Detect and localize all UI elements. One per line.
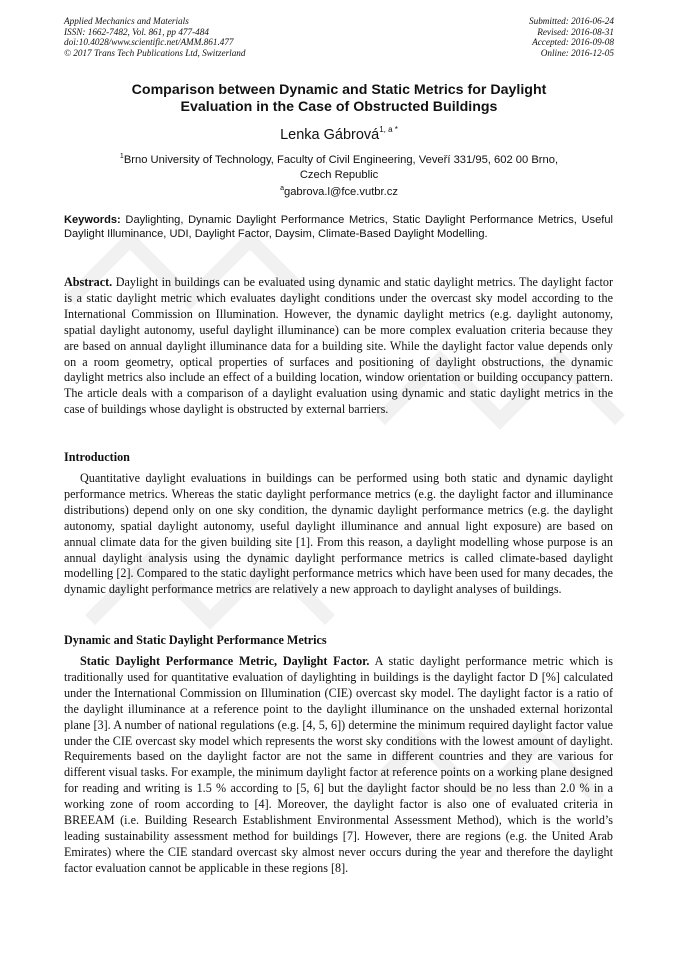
author-marks: 1, a * (379, 125, 398, 134)
journal-info (64, 16, 245, 58)
author-email (64, 182, 614, 199)
subsection-heading: Static Daylight Performance Metric, Daylight Factor. (80, 654, 370, 668)
section-paragraph-text: A static daylight performance metric which is traditionally used for quantitative evaluation of daylighting in buildings is the daylight factor D [%] calculated under the International Commission on Illumination (CIE) overcast sky model. The daylight factor is a ratio of the daylight illuminance at a reference point to the daylight illuminance on the unshaded external horizontal plane [3]. A number of national regulations (e.g. [4, 5, 6]) determine the minimum required daylight factor value under the CIE overcast sky model which represents the worst sky conditions with the lowest amount of daylight. Requirements based on the daylight factor are not the same in different countries and they are various for different visual tasks. For example, the minimum daylight factor at reference points on a working plane designed for reading and writing is 1.5 % according to [5, 6] but the daylight factor should be no less than 2.0 % in a working zone of room according to [4]. Moreover, the daylight factor is also one of evaluated criteria in BREEAM (i.e. Building Research Establishment Environmental Assessment Method), which is the world’s leading sustainability assessment method for buildings [7]. However, there are regions (e.g. the United Arab Emirates) where the CIE standard overcast sky almost never occurs during the year and therefore the daylight factor evaluation cannot be applicable in these regions [8]. (64, 654, 613, 875)
affiliation-line-2: Czech Republic (299, 169, 379, 181)
abstract-text: Daylight in buildings can be evaluated using dynamic and static daylight metrics. The daylight factor is a static daylight metric which evaluates daylight conditions under the overcast sky model according to the International Commission on Illumination. However, the dynamic daylight metrics (e.g. daylight autonomy, spatial daylight autonomy, useful daylight illuminance) can be more complex evaluation criteria because they are based on annual daylight illuminance data for a building site. While the daylight factor value depends only on a room geometry, optical properties of surfaces and positioning of daylight obstructions, the dynamic daylight metrics also include an effect of a building location, window orientation or building occupancy pattern. The article deals with a comparison of a daylight evaluation using dynamic and static daylight metrics in the case of buildings whose daylight is obstructed by external barriers. (64, 275, 613, 417)
keywords (64, 213, 613, 242)
affiliation-line-1: Brno University of Technology, Faculty of Civil Engineering, Veveří 331/95, 602 00 Brno, (123, 154, 559, 166)
introduction-heading: Introduction (64, 450, 130, 464)
copyright: © 2017 Trans Tech Publications Ltd, Switzerland (64, 47, 246, 58)
affiliation-mark: 1 (119, 153, 124, 160)
author (64, 121, 614, 144)
abstract-label: Abstract. (64, 275, 113, 289)
doi: doi:10.4028/www.scientific.net/AMM.861.477 (64, 37, 234, 48)
section-paragraph (64, 654, 613, 877)
online-date: Online: 2016-12-05 (540, 47, 614, 58)
author-name: Lenka Gábrová (280, 127, 380, 143)
title-line-2: Evaluation in the Case of Obstructed Buildings (180, 99, 498, 115)
abstract (64, 275, 613, 418)
journal-header (64, 16, 614, 58)
section-heading: Dynamic and Static Daylight Performance Metrics (64, 633, 327, 647)
journal-name: Applied Mechanics and Materials (64, 16, 189, 26)
introduction-paragraph: Quantitative daylight evaluations in buildings can be performed using both static and dynamic daylight performance metrics. Whereas the static daylight performance metrics (e.g. the daylight factor and illuminance distributions) depend only on one sky condition, the dynamic daylight performance metrics (e.g. the daylight autonomy, spatial daylight autonomy, useful daylight illuminance and annual light exposure) are based on annual climate data for the given building site [1]. From this reason, a daylight modelling whose purpose is an annual daylight analysis using the dynamic daylight performance metrics is called climate-based daylight modelling [2]. Compared to the static daylight performance metrics which have been used for many decades, the dynamic daylight performance metrics are relatively a new approach to daylight analyses of buildings. (64, 471, 613, 597)
title-line-1: Comparison between Dynamic and Static Metrics for Daylight (131, 82, 547, 98)
affiliation (80, 149, 598, 183)
email-mark: a (280, 185, 284, 192)
issn-volume: ISSN: 1662-7482, Vol. 861, pp 477-484 (64, 26, 209, 37)
submitted-date: Submitted: 2016-06-24 (529, 16, 614, 26)
paper-title (64, 82, 614, 116)
submission-dates (529, 16, 614, 58)
revised-date: Revised: 2016-08-31 (537, 26, 614, 37)
accepted-date: Accepted: 2016-09-08 (532, 37, 614, 48)
keywords-label: Keywords: (64, 214, 121, 226)
email-address: gabrova.l@fce.vutbr.cz (283, 186, 398, 198)
keywords-text: Daylighting, Dynamic Daylight Performance Metrics, Static Daylight Performance Metrics, Useful Daylight Illuminance, UDI, Daylight Factor, Daysim, Climate-Based Daylight Modelling. (64, 214, 613, 241)
